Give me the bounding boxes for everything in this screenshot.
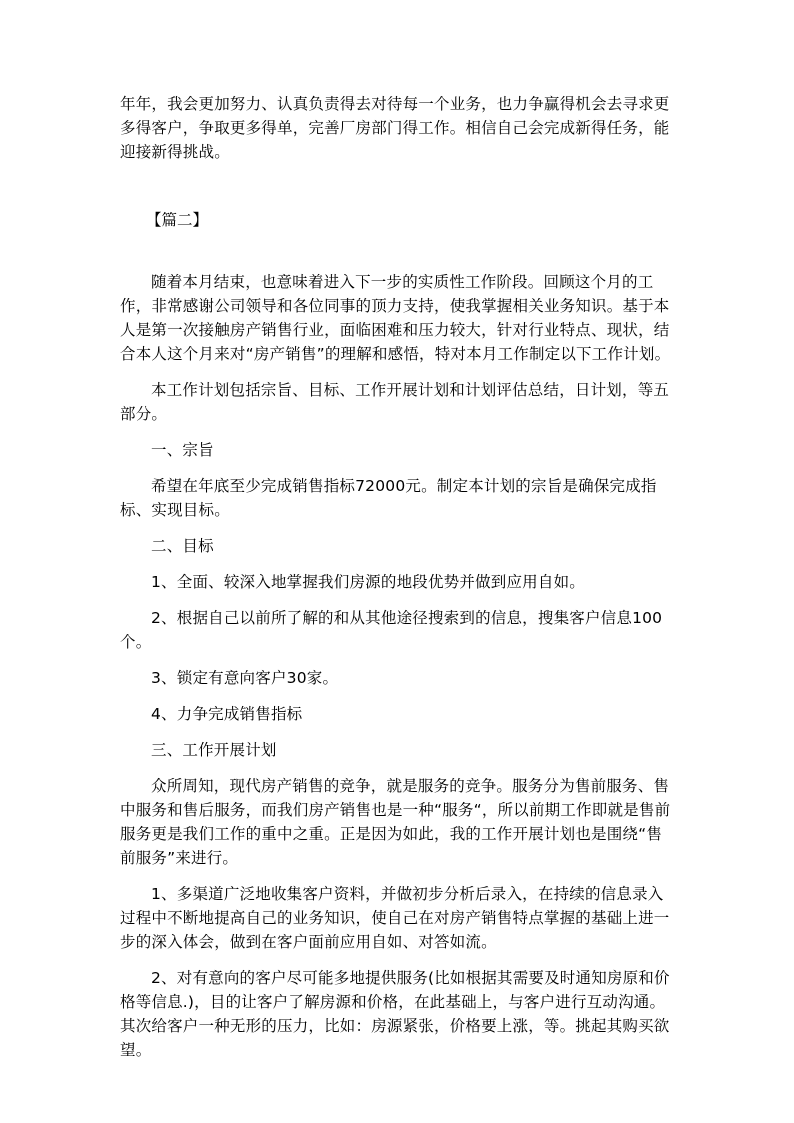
heading-goals: 二、目标 [151,537,214,555]
paragraph-purpose: 希望在年底至少完成销售指标72000元。制定本计划的宗旨是确保完成指标、实现目标。 [120,477,657,519]
plan-item-2: 2、对有意向的客户尽可能多地提供服务(比如根据其需要及时通知房原和价格等信息.)，目的让客户了解房源和价格，在此基础上，与客户进行互动沟通。其次给客户一种无形的压力，比如：房源紧张，价格要上涨，等。挑起其购买欲望。 [120,969,670,1059]
intro-paragraph: 年年，我会更加努力、认真负责得去对待每一个业务，也力争赢得机会去寻求更多得客户，争取更多得单，完善厂房部门得工作。相信自己会完成新得任务，能迎接新得挑战。 [120,95,670,161]
plan-item-1: 1、多渠道广泛地收集客户资料，并做初步分析后录入，在持续的信息录入过程中不断地提高自己的业务知识，使自己在对房产销售特点掌握的基础上进一步的深入体会，做到在客户面前应用自如、对答如流。 [120,885,670,951]
paragraph-service: 众所周知，现代房产销售的竞争，就是服务的竞争。服务分为售前服务、售中服务和售后服务，而我们房产销售也是一种“服务“，所以前期工作即就是售前服务更是我们工作的重中之重。正是因为如此，我的工作开展计划也是围绕“售前服务”来进行。 [120,777,671,867]
document-body [120,92,676,1074]
section-title: 【篇二】 [146,211,209,229]
spacer [120,176,676,208]
paragraph-review: 随着本月结束，也意味着进入下一步的实质性工作阶段。回顾这个月的工作，非常感谢公司领导和各位同事的顶力支持，使我掌握相关业务知识。基于本人是第一次接触房产销售行业，面临困难和压力较大，针对行业特点、现状，结合本人这个月来对“房产销售”的理解和感悟，特对本月工作制定以下工作计划。 [120,273,671,363]
goal-item-4: 4、力争完成销售指标 [151,705,303,723]
goal-item-2: 2、根据自己以前所了解的和从其他途径搜索到的信息，搜集客户信息100个。 [120,609,663,651]
goal-item-3: 3、锁定有意向客户30家。 [151,669,339,687]
goal-item-1: 1、全面、较深入地掌握我们房源的地段优势并做到应用自如。 [151,573,585,591]
heading-purpose: 一、宗旨 [151,441,214,459]
heading-work-plan: 三、工作开展计划 [151,741,277,759]
spacer [120,244,676,270]
paragraph-plan-scope: 本工作计划包括宗旨、目标、工作开展计划和计划评估总结，日计划，等五部分。 [120,381,670,423]
